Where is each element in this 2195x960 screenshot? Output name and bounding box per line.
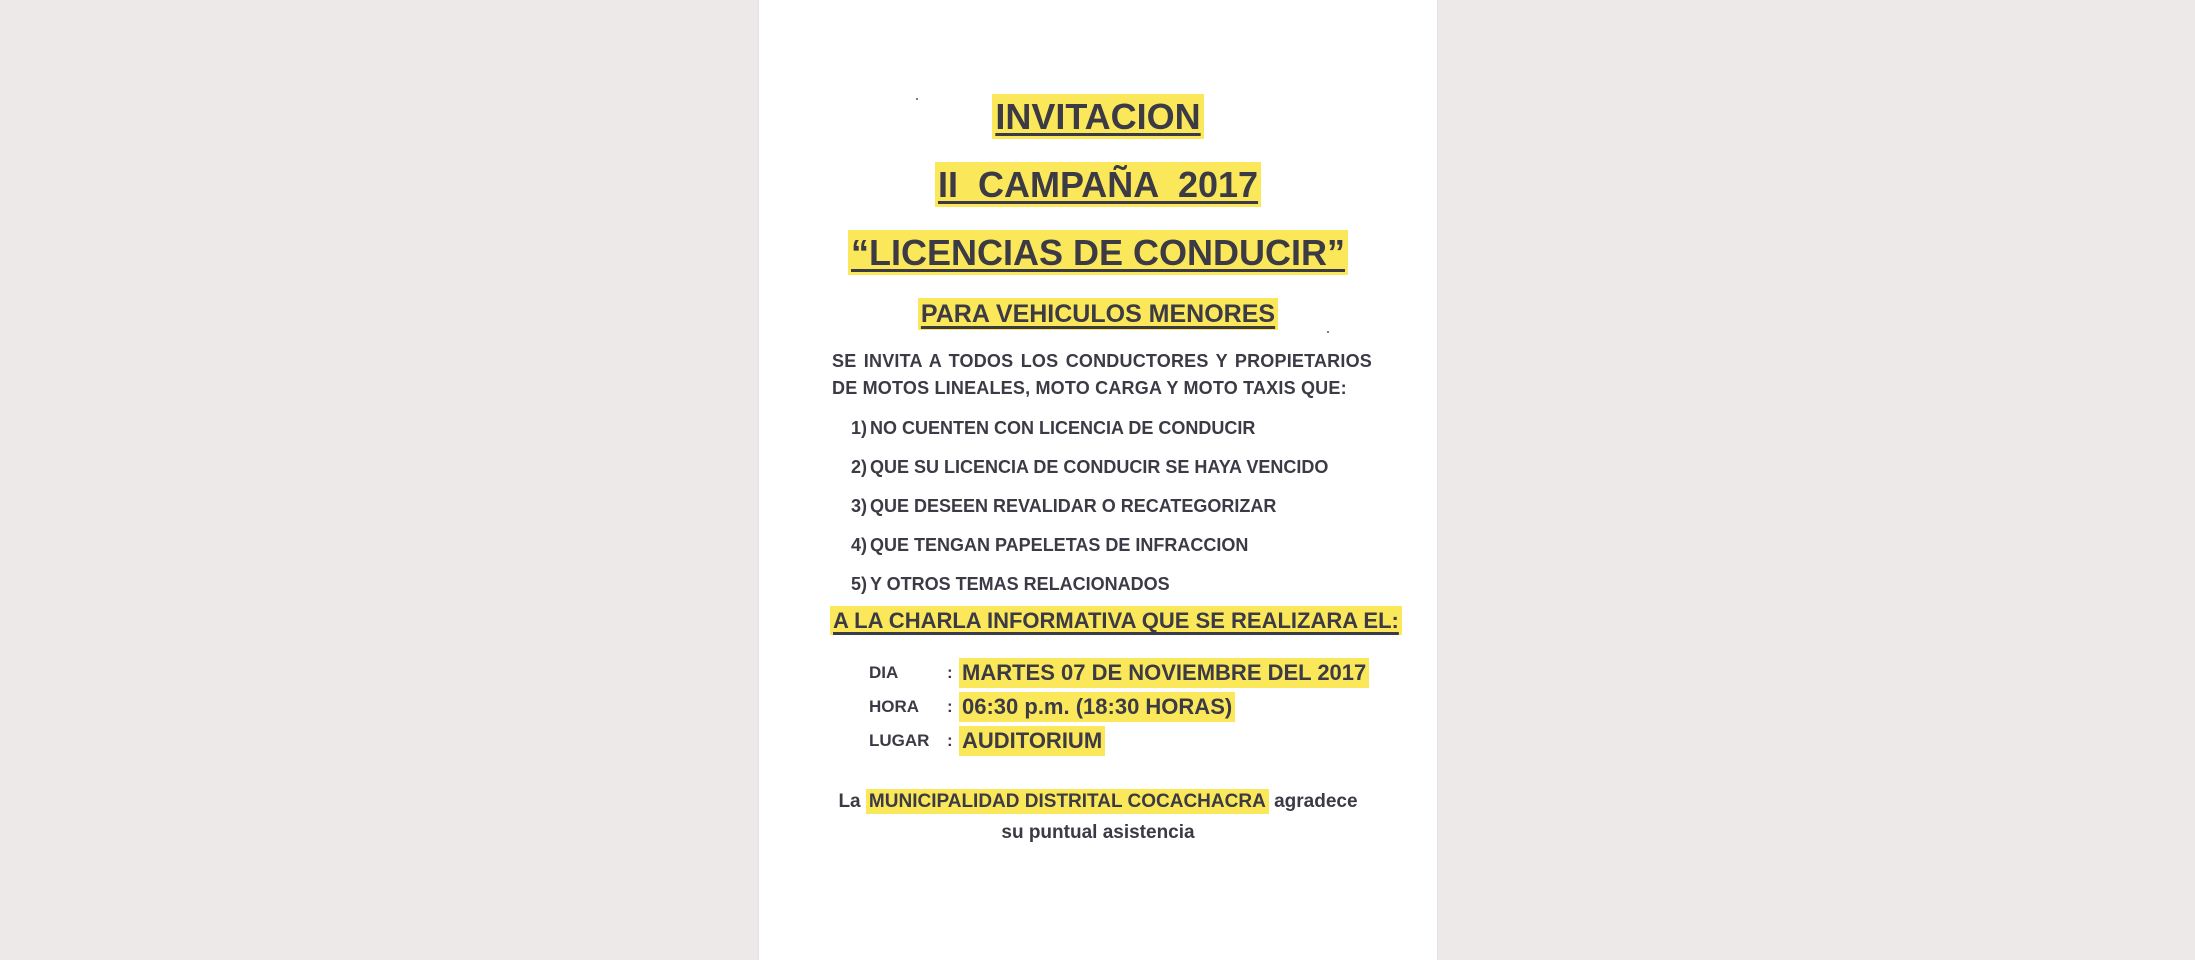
detail-separator: : [947,731,953,750]
event-details [869,656,1369,758]
list-item-number: 4) [851,535,868,555]
list-item [851,492,1328,531]
closing-prefix: La [838,791,861,812]
list-item-number: 5) [851,574,868,594]
list-item-text: QUE SU LICENCIA DE CONDUCIR SE HAYA VENCIDO [870,457,1329,477]
list-item [851,414,1328,453]
subtitle-text: PARA VEHICULOS MENORES [918,298,1278,330]
list-item-number: 3) [851,496,868,516]
subject-title [759,232,1437,274]
list-item [851,531,1328,570]
list-item [851,453,1328,492]
detail-separator: : [947,697,953,716]
scanned-page [759,0,1437,960]
scan-speck [1327,331,1329,333]
list-item-number: 1) [851,418,868,438]
list-item-text: NO CUENTEN CON LICENCIA DE CONDUCIR [870,418,1256,438]
detail-separator: : [947,663,953,682]
requirements-list [851,414,1328,609]
charla-heading [830,608,1402,634]
closing-line-2: su puntual asistencia [1001,822,1195,843]
invitation-title [759,96,1437,138]
list-item-number: 2) [851,457,868,477]
closing-organization: MUNICIPALIDAD DISTRITAL COCACHACRA [866,789,1269,814]
detail-label: LUGAR [869,731,930,750]
detail-label: DIA [869,663,899,682]
detail-row-place [869,724,1369,758]
closing-line-1 [759,786,1437,817]
list-item-text: Y OTROS TEMAS RELACIONADOS [870,574,1170,594]
detail-value: 06:30 p.m. (18:30 HORAS) [959,692,1235,722]
charla-heading-text: A LA CHARLA INFORMATIVA QUE SE REALIZARA EL: [830,606,1402,635]
closing-text [759,786,1437,848]
list-item [851,570,1328,609]
list-item-text: QUE TENGAN PAPELETAS DE INFRACCION [870,535,1249,555]
closing-suffix: agradece [1274,791,1358,812]
subtitle [759,300,1437,329]
invitation-title-text: INVITACION [992,94,1203,139]
detail-value: MARTES 07 DE NOVIEMBRE DEL 2017 [959,658,1369,688]
list-item-text: QUE DESEEN REVALIDAR O RECATEGORIZAR [870,496,1277,516]
detail-label: HORA [869,697,920,716]
campaign-title-text: II CAMPAÑA 2017 [935,162,1261,207]
intro-paragraph: SE INVITA A TODOS LOS CONDUCTORES Y PROPIETARIOS DE MOTOS LINEALES, MOTO CARGA Y MOTO TAXIS QUE: [832,351,1372,398]
detail-row-time [869,690,1369,724]
detail-value: AUDITORIUM [959,726,1105,756]
subject-title-text: “LICENCIAS DE CONDUCIR” [848,230,1348,275]
detail-row-day [869,656,1369,690]
campaign-title [759,164,1437,206]
